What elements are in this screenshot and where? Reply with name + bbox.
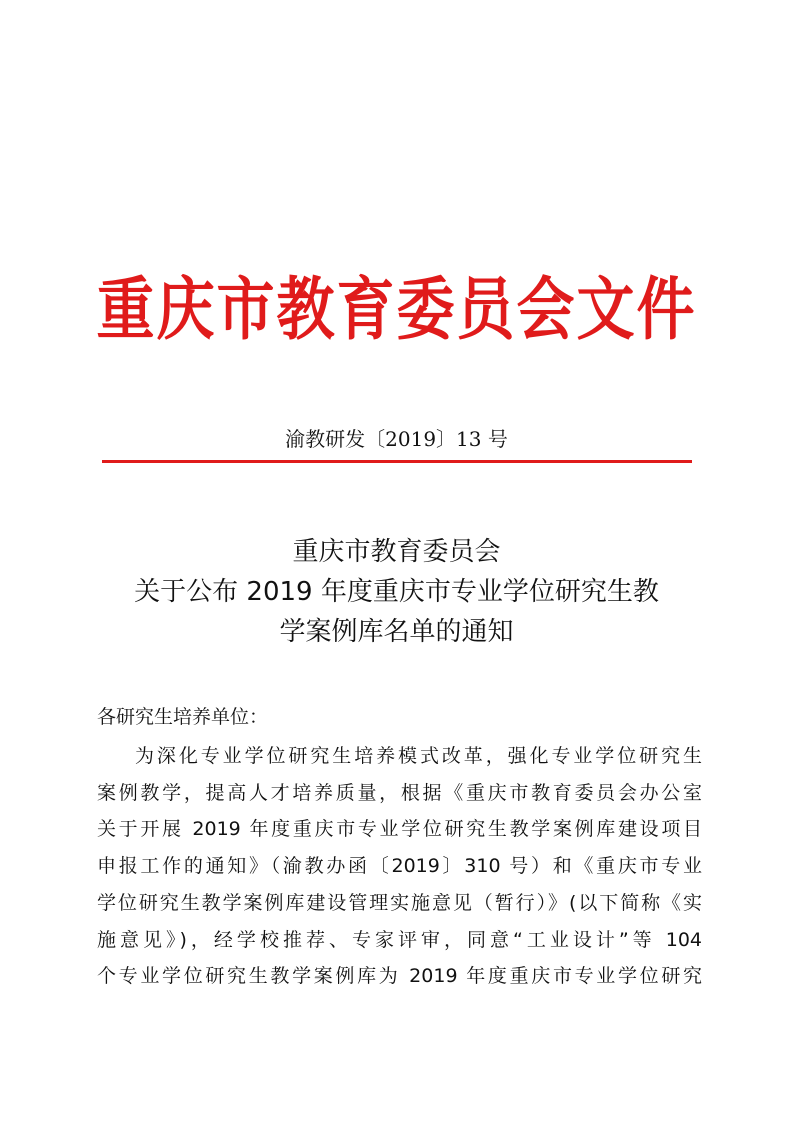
body-line-6: 施意见》)，经学校推荐、专家评审，同意“工业设计”等 104 <box>97 928 702 951</box>
body-paragraph <box>97 738 702 995</box>
body-line-1: 为深化专业学位研究生培养模式改革，强化专业学位研究生 <box>135 745 702 767</box>
body-line-7: 个专业学位研究生教学案例库为 2019 年度重庆市专业学位研究 <box>97 965 702 988</box>
notice-title <box>90 532 703 652</box>
masthead-title: 重庆市教育委员会文件 <box>96 269 697 350</box>
body-line-2: 案例教学，提高人才培养质量，根据《重庆市教育委员会办公室 <box>97 781 702 804</box>
body-line-5: 学位研究生教学案例库建设管理实施意见（暂行）》(以下简称《实 <box>97 891 702 914</box>
red-divider-line <box>102 460 692 463</box>
salutation: 各研究生培养单位： <box>97 706 269 728</box>
title-line-2: 关于公布 2019 年度重庆市专业学位研究生教 <box>134 577 659 607</box>
title-line-3: 学案例库名单的通知 <box>279 617 514 647</box>
title-line-1: 重庆市教育委员会 <box>292 537 501 567</box>
body-line-4: 申报工作的通知》（渝教办函〔2019〕310 号）和《重庆市专业 <box>97 855 702 878</box>
body-line-3: 关于开展 2019 年度重庆市专业学位研究生教学案例库建设项目 <box>97 818 702 841</box>
document-number: 渝教研发〔2019〕13 号 <box>285 427 508 451</box>
